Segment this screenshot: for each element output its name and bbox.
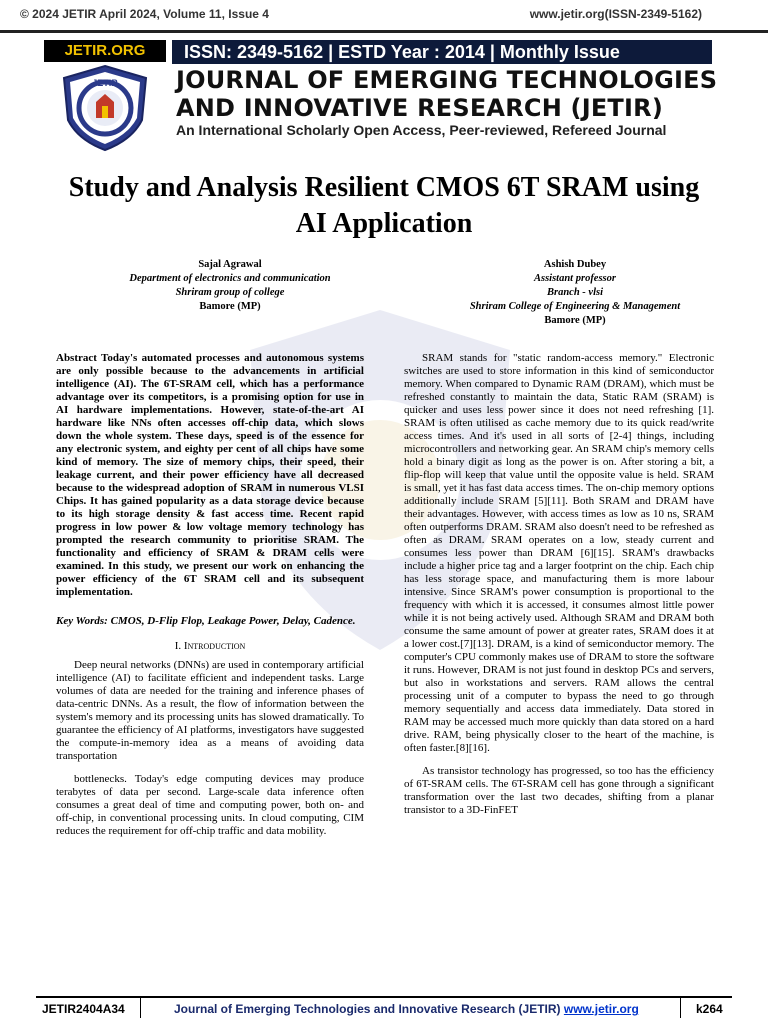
shield-logo-icon	[52, 62, 158, 152]
logo-ring-text: JETIR	[92, 78, 118, 88]
right-column	[404, 352, 714, 817]
body-paragraph: SRAM stands for "static random-access memory." Electronic switches are used to store information in this kind of semiconductor memory. When compared to Dynamic RAM (DRAM), which must be refreshed constantly to maintain the data, Static RAM (SRAM) is quicker and uses less power since it does not need refreshing [1]. SRAM is often utilised as cache memory due to its quick read/write access times. And it's used in all sorts of [2-4] things, including microcontrollers and networking gear. An SRAM chip's memory cells hold a binary digit as long as the power is on. After storing a bit, a flip-flop will keep that value until the opposite value is held. SRAM is small, yet it has fast data access times. The on-chip memory options additionally include SRAM [5][11]. Both SRAM and DRAM have their advantages. However, with access times as low as 10 ns, SRAM often outperforms DRAM. SRAM also doesn't need to be refreshed as often as DRAM. SRAM operates on a low, steady current and consumes less power than DRAM [6][15]. SRAM's drawbacks include a higher price tag and a larger footprint on the chip. Each chip has less storage space, and manufacturing them is more labour intensive. Since SRAM's power consumption is proportional to the frequency with which it is accessed, it consumes almost little power while it is not being actively used. Although SRAM and DRAM both consume the same amount of power at greater rates, SRAM does it at a lower cost.[7][13]. DRAM, is a kind of semiconductor memory. The computer's CPU commonly makes use of DRAM to store the software it runs. However, DRAM is not just found in desktop PCs and servers, but also in workstations and servers. RAM allows the central processing unit of a computer to bypass the need to go through memory sequentially and access data immediately. Data stored in RAM may be accessed much more quickly than data stored on a hard drive. RAM, being physically closer to the heart of the machine, is often faster.[8][16].	[404, 352, 714, 754]
running-header	[0, 0, 768, 34]
journal-subtitle: An International Scholarly Open Access, Peer-reviewed, Refereed Journal	[176, 122, 667, 138]
author-location: Bamore (MP)	[199, 301, 261, 312]
author-affiliation: Department of electronics and communication	[129, 273, 331, 284]
footer-divider	[140, 998, 141, 1018]
footer-journal	[174, 1002, 639, 1016]
section-heading	[56, 640, 364, 653]
intro-paragraph: bottlenecks. Today's edge computing devices may produce terabytes of data per second. Large-scale data inference often consumes a great deal of time and computing power, both on- and off-chip, in conventional processing units. In cloud computing, CIM reduces the requirement for off-chip traffic and data mobility.	[56, 773, 364, 837]
journal-url: www.jetir.org(ISSN-2349-5162)	[529, 7, 702, 21]
author-name: Sajal Agrawal	[198, 259, 262, 270]
author-name: Ashish Dubey	[543, 259, 607, 270]
page-number: k264	[696, 1002, 723, 1016]
issn-bar: ISSN: 2349-5162 | ESTD Year : 2014 | Monthly Issue	[172, 40, 712, 64]
paper-title: Study and Analysis Resilient CMOS 6T SRAM using AI Application	[68, 172, 700, 239]
article-code: JETIR2404A34	[42, 1002, 125, 1016]
author-affiliation: Shriram College of Engineering & Management	[469, 301, 681, 312]
author-location: Bamore (MP)	[544, 315, 606, 326]
left-column	[56, 352, 364, 838]
author-affiliation: Branch - vlsi	[546, 287, 603, 298]
abstract: Abstract Today's automated processes and autonomous systems are only possible because to the advancements in artificial intelligence (AI). The 6T-SRAM cell, which has a performance advantage over its competitors, is a promising option for use in AI hardware implementations. However, state-of-the-art AI hardware like NNs often accesses off-chip data, which slows down the whole system. These days, speed is of the essence for any electronic system, and eighty per cent of all chips have some kind of memory. The size of memory chips, their speed, their leakage current, and their power efficiency have all decreased because to the widespread adoption of SRAM in numerous VLSI Chips. It has gained popularity as a data storage device because to its high storage density & fast access time. Recent rapid progress in low power & low voltage memory technology has prompted the research community to prioritise SRAM. The functionality and efficiency of SRAM & DRAM cells were examined. In this study, we present our work on enhancing the power efficiency of the 6T SRAM cell and its subsequent implementation.	[56, 352, 364, 598]
logo-banner: JETIR.ORG	[44, 40, 166, 62]
page-footer	[36, 996, 732, 1018]
author-affiliation: Assistant professor	[534, 273, 616, 284]
intro-paragraph: Deep neural networks (DNNs) are used in contemporary artificial intelligence (AI) to facilitate efficient and independent tasks. Large volumes of data are needed for the training and inference phases of data-centric DNNs. As a result, the flow of information between the system's memory and its processing units has slowed dramatically. To guarantee the efficiency of AI platforms, investigators have suggested the compute-in-memory idea as a means of avoiding data transportation	[56, 659, 364, 762]
journal-title: JOURNAL OF EMERGING TECHNOLOGIES AND INNOVATIVE RESEARCH (JETIR)	[176, 66, 718, 122]
footer-divider	[680, 998, 681, 1018]
body-paragraph: As transistor technology has progressed, so too has the efficiency of 6T-SRAM cells. The 6T-SRAM cell has gone through a significant transformation over the last two decades, shifting from a planar transistor to a 3D-FinFET	[404, 765, 714, 816]
masthead	[0, 36, 768, 156]
header-rule	[0, 30, 768, 33]
footer-journal-name: Journal of Emerging Technologies and Innovative Research (JETIR)	[174, 1002, 561, 1016]
author-affiliation: Shriram group of college	[175, 287, 285, 298]
journal-logo	[44, 40, 166, 152]
section-title: Introduction	[183, 640, 246, 652]
issue-info: © 2024 JETIR April 2024, Volume 11, Issue 4	[20, 7, 269, 21]
keywords: Key Words: CMOS, D-Flip Flop, Leakage Power, Delay, Cadence.	[56, 615, 356, 627]
journal-link[interactable]: www.jetir.org	[563, 1002, 639, 1016]
section-number: I.	[174, 640, 182, 652]
